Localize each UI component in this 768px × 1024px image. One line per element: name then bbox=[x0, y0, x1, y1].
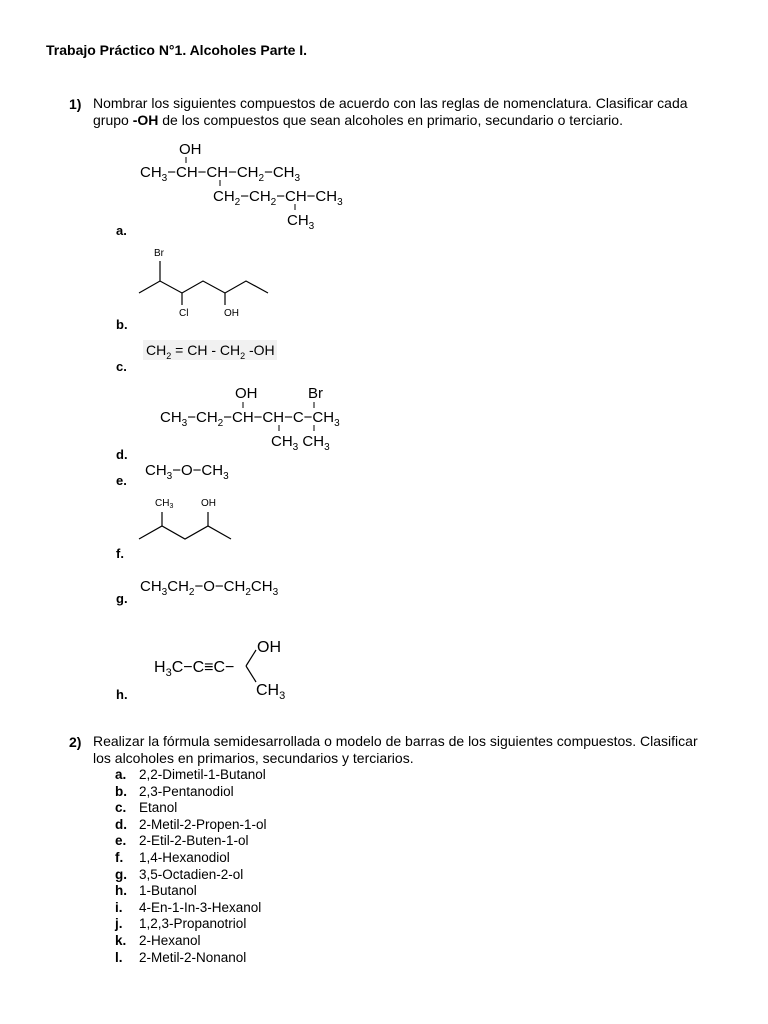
list-item: k. 2-Hexanol bbox=[115, 932, 201, 948]
question-1-text bbox=[93, 95, 733, 129]
compound-list bbox=[115, 767, 267, 966]
label-c: c. bbox=[116, 359, 127, 374]
question-1-line2: grupo -OH de los compuestos que sean alcoholes en primario, secundario o terciario. bbox=[93, 112, 623, 128]
label-h: h. bbox=[116, 687, 128, 702]
methyl-label: $CH_3$ bbox=[155, 498, 174, 510]
list-item: b. 2,3-Pentanodiol bbox=[115, 783, 234, 799]
page-title: Trabajo Práctico N°1. Alcoholes Parte I. bbox=[46, 42, 308, 58]
svg-text:CH3: $CH_3$ bbox=[256, 682, 286, 702]
list-item: c. Etanol bbox=[115, 800, 178, 816]
structure-c bbox=[140, 338, 290, 364]
svg-text:CH3CH2−O−CH2CH3: $CH_3CH_2-O-CH_2CH_3$ bbox=[140, 578, 279, 598]
structure-d bbox=[160, 383, 380, 455]
question-2-line1: Realizar la fórmula semidesarrollada o modelo de barras de los siguientes compuestos. Clasificar bbox=[93, 733, 698, 749]
hydroxyl-label: OH bbox=[201, 498, 216, 509]
svg-text:CH3−CH−CH−CH2−CH3: $CH_3-CH-CH-CH_2-CH_3$ bbox=[140, 164, 301, 184]
list-item: i. 4-En-1-In-3-Hexanol bbox=[115, 899, 262, 915]
structure-a bbox=[140, 138, 370, 234]
svg-text:OH: OH bbox=[235, 385, 258, 402]
question-2-line2: los alcoholes en primarios, secundarios y terciarios. bbox=[93, 750, 414, 766]
list-item: j. 1,2,3-Propanotriol bbox=[115, 916, 247, 932]
svg-text:H3C−C≡C−: $H_3C-C\equiv C-$ bbox=[154, 659, 235, 679]
label-g: g. bbox=[116, 591, 128, 606]
svg-text:Br: Br bbox=[308, 385, 323, 402]
hydroxyl-label: OH bbox=[224, 308, 239, 319]
list-item: a. 2,2-Dimetil-1-Butanol bbox=[115, 767, 266, 782]
label-e: e. bbox=[116, 473, 127, 488]
svg-text:CH3 CH3: $CH_3$ $CH_3$ bbox=[271, 433, 330, 453]
list-item: f. 1,4-Hexanodiol bbox=[115, 849, 230, 865]
bromo-label: Br bbox=[154, 248, 164, 259]
svg-text:CH2−CH2−CH−CH3: $CH_2-CH_2-CH-CH_3$ bbox=[213, 188, 343, 208]
structure-e bbox=[145, 458, 245, 484]
label-b: b. bbox=[116, 317, 128, 332]
structure-f bbox=[135, 492, 245, 552]
question-2-number: 2) bbox=[69, 734, 82, 750]
list-item: d. 2-Metil-2-Propen-1-ol bbox=[115, 816, 267, 832]
svg-text:CH2 = CH - CH2 -OH: $CH_2$ = CH - $CH_2$ -OH bbox=[146, 342, 275, 361]
list-item: h. 1-Butanol bbox=[115, 883, 197, 899]
svg-text:CH3: $CH_3$ bbox=[287, 212, 315, 232]
structure-g bbox=[140, 574, 300, 602]
structure-h bbox=[150, 632, 300, 704]
structure-b bbox=[135, 243, 285, 323]
svg-text:CH3−O−CH3: $CH_3-O-CH_3$ bbox=[145, 462, 229, 482]
label-a: a. bbox=[116, 223, 127, 238]
list-item: g. 3,5-Octadien-2-ol bbox=[115, 866, 244, 882]
question-1-number: 1) bbox=[69, 96, 82, 112]
question-2-text bbox=[93, 733, 733, 767]
svg-text:OH: OH bbox=[257, 639, 281, 656]
question-1-line1: Nombrar los siguientes compuestos de acuerdo con las reglas de nomenclatura. Clasificar cada bbox=[93, 95, 688, 111]
list-item: e. 2-Etil-2-Buten-1-ol bbox=[115, 833, 249, 849]
label-f: f. bbox=[116, 546, 124, 561]
svg-text:OH: OH bbox=[179, 141, 202, 158]
svg-text:CH3−CH2−CH−CH−C−CH3: $CH_3-CH_2-CH-CH-C-CH_3$ bbox=[160, 409, 340, 429]
label-d: d. bbox=[116, 447, 128, 462]
list-item: l. 2-Metil-2-Nonanol bbox=[115, 949, 247, 965]
chloro-label: Cl bbox=[179, 308, 189, 319]
